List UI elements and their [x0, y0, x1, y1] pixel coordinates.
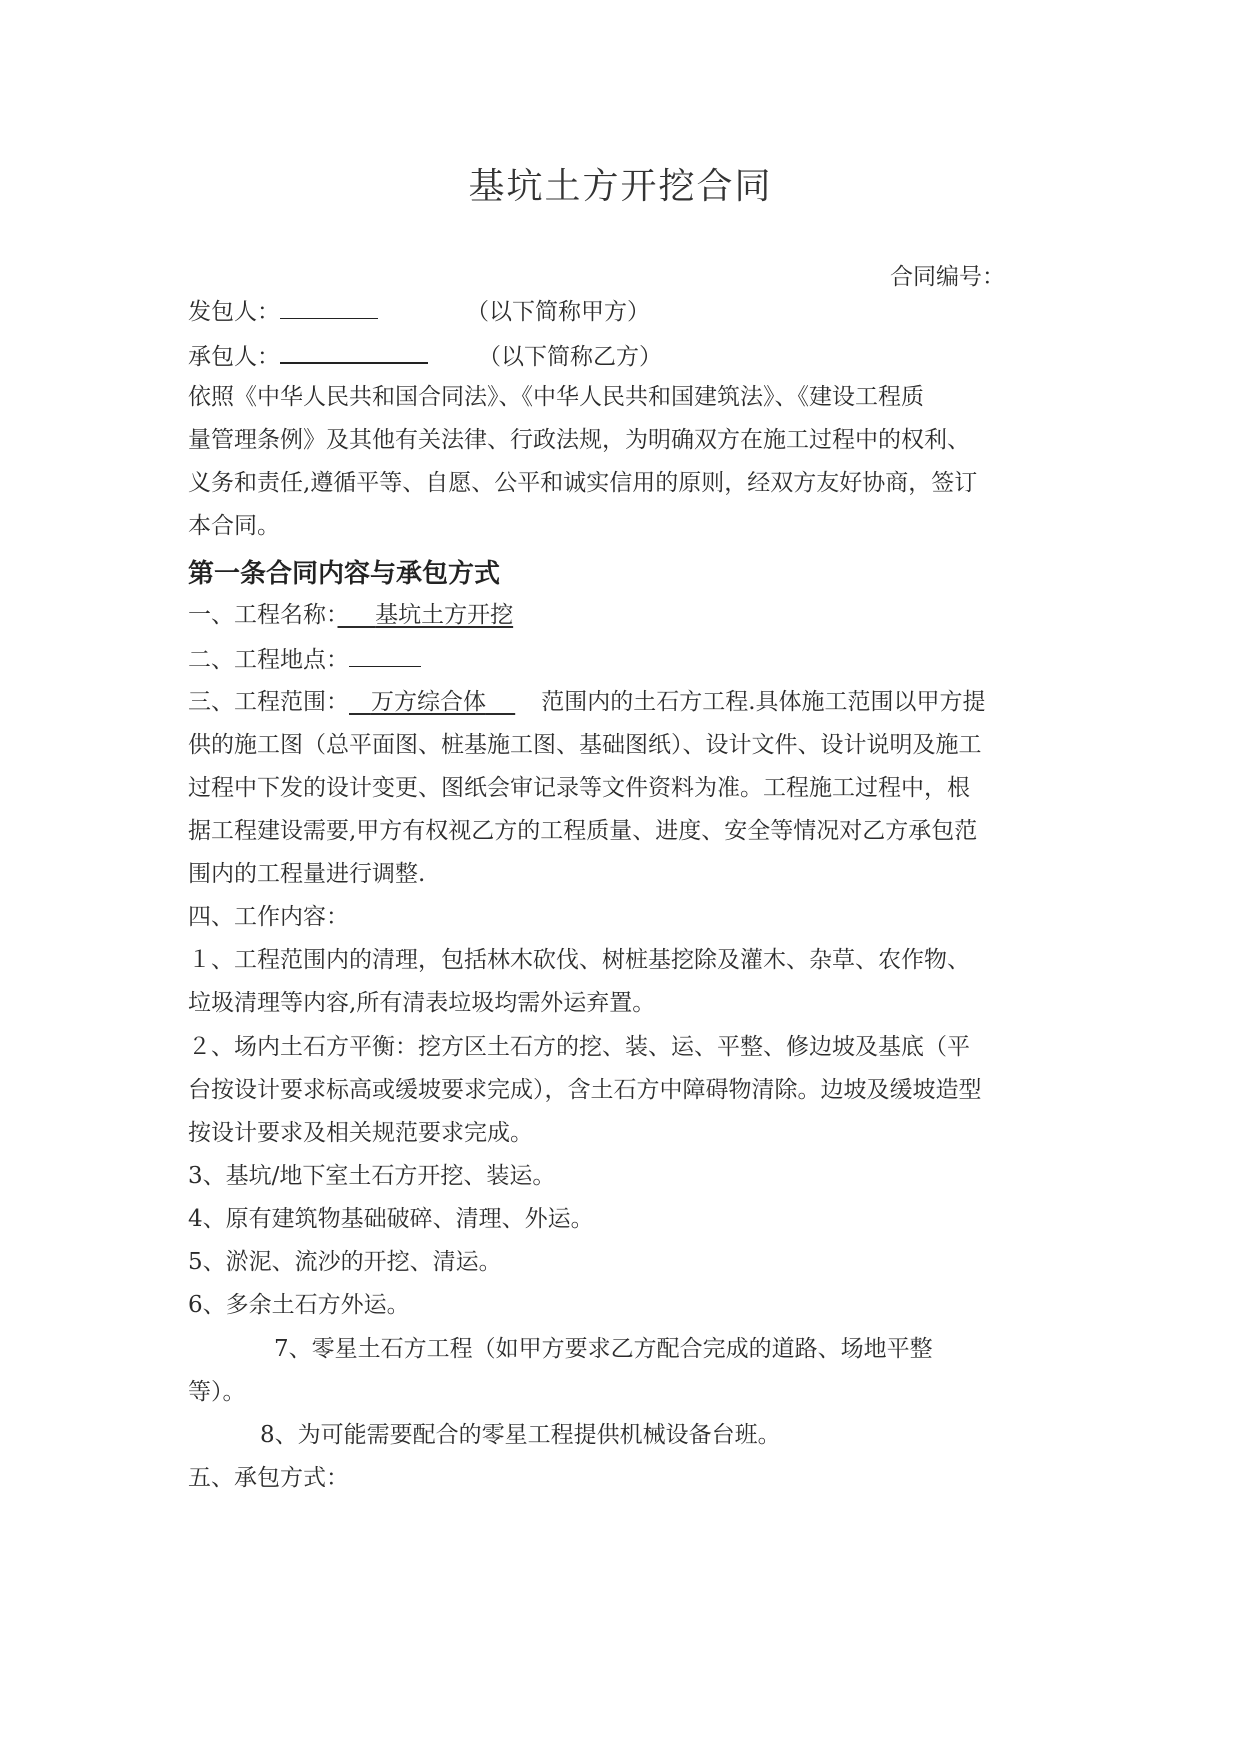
employer-blank: [280, 294, 378, 319]
project-location-line: [188, 642, 421, 676]
project-scope-text: 据工程建设需要,甲方有权视乙方的工程质量、进度、安全等情况对乙方承包范: [188, 818, 978, 844]
work-item-2: ２、场内土石方平衡：挖方区土石方的挖、装、运、平整、修边坡及基底（平: [188, 1034, 970, 1060]
contractor-blank: [280, 338, 428, 364]
article-1-heading: 第一条合同内容与承包方式: [188, 559, 501, 589]
project-scope-label: 三、工程范围：: [188, 689, 349, 715]
work-item-7: 7、零星土石方工程（如甲方要求乙方配合完成的道路、场地平整: [274, 1336, 933, 1362]
preamble-line: 依照《中华人民共和国合同法》、《中华人民共和国建筑法》、《建设工程质: [188, 384, 924, 410]
contractor-label: 承包人：: [188, 344, 280, 370]
project-scope-text: 供的施工图（总平面图、桩基施工图、基础图纸）、设计文件、设计说明及施工: [188, 732, 982, 758]
contract-number-label: 合同编号：: [890, 264, 1005, 290]
work-item-7: 等）。: [188, 1379, 246, 1405]
employer-line: [188, 294, 650, 328]
contract-mode-label: 五、承包方式：: [188, 1465, 349, 1491]
project-scope-line: [188, 686, 986, 718]
project-location-blank: [349, 642, 421, 667]
work-item-8: 8、为可能需要配合的零星工程提供机械设备台班。: [260, 1422, 781, 1448]
work-content-label: 四、工作内容：: [188, 904, 349, 930]
work-item-4: 4、原有建筑物基础破碎、清理、外运。: [188, 1206, 594, 1232]
preamble-line: 本合同。: [188, 513, 280, 539]
work-item-1: １、工程范围内的清理，包括林木砍伐、树桩基挖除及灌木、杂草、农作物、: [188, 947, 970, 973]
project-scope-value: 万方综合体: [370, 689, 486, 715]
project-name-label: 一、工程名称：: [188, 602, 338, 628]
project-scope-text: 过程中下发的设计变更、图纸会审记录等文件资料为准。工程施工过程中，根: [188, 775, 970, 801]
preamble-line: 义务和责任,遵循平等、自愿、公平和诚实信用的原则，经双方友好协商，签订: [188, 470, 978, 496]
employer-alias: （以下简称甲方）: [466, 299, 650, 325]
project-name-line: [188, 599, 513, 631]
work-item-1: 垃圾清理等内容,所有清表垃圾均需外运弃置。: [188, 990, 656, 1016]
work-item-6: 6、多余土石方外运。: [188, 1292, 410, 1318]
project-location-label: 二、工程地点：: [188, 647, 349, 673]
contractor-alias: （以下简称乙方）: [478, 344, 662, 370]
preamble-line: 量管理条例》及其他有关法律、行政法规，为明确双方在施工过程中的权利、: [188, 427, 970, 453]
employer-label: 发包人：: [188, 299, 280, 325]
project-scope-text: 范围内的土石方工程.具体施工范围以甲方提: [541, 689, 986, 715]
project-name-value: 基坑土方开挖: [375, 602, 514, 628]
document-title: 基坑土方开挖合同: [468, 166, 773, 207]
work-item-3: 3、基坑/地下室土石方开挖、装运。: [188, 1163, 556, 1189]
work-item-2: 按设计要求及相关规范要求完成。: [188, 1120, 533, 1146]
work-item-2: 台按设计要求标高或缓坡要求完成），含土石方中障碍物清除。边坡及缓坡造型: [188, 1077, 982, 1103]
contractor-line: [188, 338, 662, 373]
work-item-5: 5、淤泥、流沙的开挖、清运。: [188, 1249, 502, 1275]
project-scope-text: 围内的工程量进行调整.: [188, 861, 426, 887]
